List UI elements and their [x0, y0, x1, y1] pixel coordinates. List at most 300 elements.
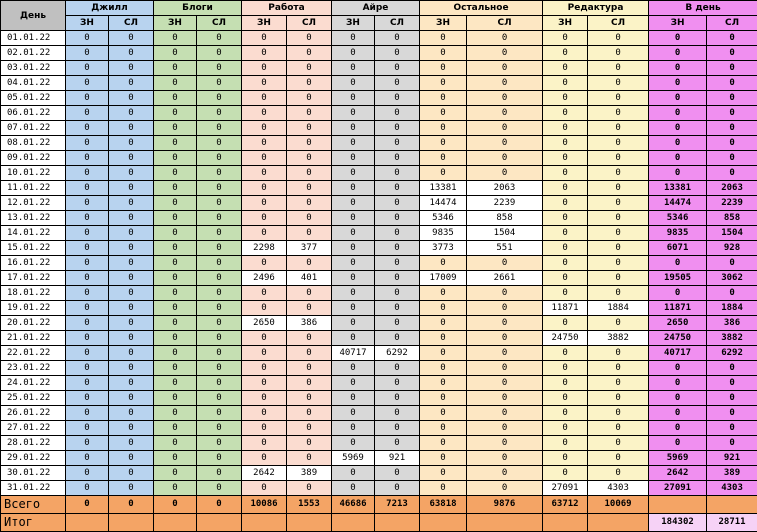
- cell-daily-zn[interactable]: 0: [649, 76, 707, 91]
- grand-total-sl[interactable]: 28711: [707, 514, 757, 532]
- subheader-sl[interactable]: СЛ: [109, 16, 154, 31]
- cell-editing-sl[interactable]: 0: [588, 166, 649, 181]
- cell-jill-sl[interactable]: 0: [109, 466, 154, 481]
- date-cell[interactable]: 02.01.22: [1, 46, 66, 61]
- cell-work-sl[interactable]: 377: [287, 241, 332, 256]
- final-empty[interactable]: [588, 514, 649, 532]
- cell-daily-zn[interactable]: 6071: [649, 241, 707, 256]
- cell-rest-zn[interactable]: 0: [420, 61, 467, 76]
- cell-work-sl[interactable]: 0: [287, 196, 332, 211]
- cell-daily-zn[interactable]: 19505: [649, 271, 707, 286]
- cell-rest-sl[interactable]: 0: [467, 256, 543, 271]
- subheader-zn[interactable]: ЗН: [154, 16, 197, 31]
- cell-jill-sl[interactable]: 0: [109, 286, 154, 301]
- cell-blogs-zn[interactable]: 0: [154, 136, 197, 151]
- cell-aire-zn[interactable]: 0: [332, 31, 375, 46]
- cell-work-sl[interactable]: 0: [287, 136, 332, 151]
- cell-rest-sl[interactable]: 2239: [467, 196, 543, 211]
- cell-aire-sl[interactable]: 0: [375, 286, 420, 301]
- cell-jill-sl[interactable]: 0: [109, 121, 154, 136]
- cell-editing-sl[interactable]: 0: [588, 421, 649, 436]
- cell-blogs-sl[interactable]: 0: [197, 406, 242, 421]
- cell-blogs-sl[interactable]: 0: [197, 421, 242, 436]
- cell-work-sl[interactable]: 0: [287, 91, 332, 106]
- cell-work-zn[interactable]: 0: [242, 391, 287, 406]
- cell-rest-sl[interactable]: 0: [467, 436, 543, 451]
- cell-work-sl[interactable]: 0: [287, 421, 332, 436]
- cell-jill-zn[interactable]: 0: [66, 61, 109, 76]
- cell-jill-zn[interactable]: 0: [66, 376, 109, 391]
- cell-aire-zn[interactable]: 0: [332, 46, 375, 61]
- cell-jill-zn[interactable]: 0: [66, 436, 109, 451]
- cell-editing-sl[interactable]: 0: [588, 436, 649, 451]
- cell-daily-sl[interactable]: 3062: [707, 271, 757, 286]
- cell-blogs-sl[interactable]: 0: [197, 331, 242, 346]
- cell-daily-sl[interactable]: 0: [707, 151, 757, 166]
- cell-editing-zn[interactable]: 0: [543, 151, 588, 166]
- cell-blogs-zn[interactable]: 0: [154, 76, 197, 91]
- cell-blogs-sl[interactable]: 0: [197, 436, 242, 451]
- cell-aire-sl[interactable]: 0: [375, 331, 420, 346]
- cell-work-zn[interactable]: 0: [242, 121, 287, 136]
- cell-blogs-sl[interactable]: 0: [197, 61, 242, 76]
- cell-jill-sl[interactable]: 0: [109, 361, 154, 376]
- cell-blogs-zn[interactable]: 0: [154, 91, 197, 106]
- cell-rest-sl[interactable]: 2063: [467, 181, 543, 196]
- cell-work-zn[interactable]: 2650: [242, 316, 287, 331]
- cell-rest-sl[interactable]: 0: [467, 301, 543, 316]
- cell-daily-sl[interactable]: 1884: [707, 301, 757, 316]
- cell-daily-sl[interactable]: 389: [707, 466, 757, 481]
- cell-aire-zn[interactable]: 0: [332, 166, 375, 181]
- cell-rest-sl[interactable]: 0: [467, 421, 543, 436]
- cell-daily-sl[interactable]: 2239: [707, 196, 757, 211]
- date-cell[interactable]: 04.01.22: [1, 76, 66, 91]
- cell-editing-sl[interactable]: 0: [588, 106, 649, 121]
- cell-editing-sl[interactable]: 0: [588, 451, 649, 466]
- cell-daily-zn[interactable]: 0: [649, 151, 707, 166]
- cell-work-zn[interactable]: 0: [242, 406, 287, 421]
- cell-blogs-sl[interactable]: 0: [197, 346, 242, 361]
- cell-rest-sl[interactable]: 0: [467, 466, 543, 481]
- cell-aire-sl[interactable]: 0: [375, 361, 420, 376]
- cell-work-zn[interactable]: 0: [242, 226, 287, 241]
- cell-daily-zn[interactable]: 0: [649, 436, 707, 451]
- cell-editing-zn[interactable]: 0: [543, 196, 588, 211]
- cell-editing-zn[interactable]: 0: [543, 136, 588, 151]
- cell-blogs-sl[interactable]: 0: [197, 91, 242, 106]
- cell-blogs-zn[interactable]: 0: [154, 286, 197, 301]
- cell-aire-sl[interactable]: 0: [375, 301, 420, 316]
- cell-aire-sl[interactable]: 0: [375, 136, 420, 151]
- cell-rest-sl[interactable]: 1504: [467, 226, 543, 241]
- cell-jill-zn[interactable]: 0: [66, 136, 109, 151]
- cell-blogs-zn[interactable]: 0: [154, 121, 197, 136]
- cell-rest-zn[interactable]: 0: [420, 346, 467, 361]
- subheader-zn[interactable]: ЗН: [649, 16, 707, 31]
- cell-daily-zn[interactable]: 14474: [649, 196, 707, 211]
- cell-aire-zn[interactable]: 0: [332, 361, 375, 376]
- cell-daily-sl[interactable]: 6292: [707, 346, 757, 361]
- cell-aire-zn[interactable]: 40717: [332, 346, 375, 361]
- cell-daily-sl[interactable]: 0: [707, 121, 757, 136]
- cell-rest-zn[interactable]: 0: [420, 331, 467, 346]
- cell-jill-sl[interactable]: 0: [109, 421, 154, 436]
- cell-editing-zn[interactable]: 0: [543, 91, 588, 106]
- cell-editing-zn[interactable]: 0: [543, 76, 588, 91]
- cell-daily-zn[interactable]: 2650: [649, 316, 707, 331]
- cell-daily-sl[interactable]: 0: [707, 436, 757, 451]
- subheader-zn[interactable]: ЗН: [66, 16, 109, 31]
- cell-aire-sl[interactable]: 0: [375, 46, 420, 61]
- date-cell[interactable]: 28.01.22: [1, 436, 66, 451]
- cell-daily-zn[interactable]: 0: [649, 106, 707, 121]
- cell-blogs-zn[interactable]: 0: [154, 391, 197, 406]
- cell-jill-zn[interactable]: 0: [66, 106, 109, 121]
- date-cell[interactable]: 25.01.22: [1, 391, 66, 406]
- cell-blogs-sl[interactable]: 0: [197, 376, 242, 391]
- cell-aire-sl[interactable]: 0: [375, 196, 420, 211]
- cell-rest-zn[interactable]: 0: [420, 106, 467, 121]
- cell-daily-sl[interactable]: 928: [707, 241, 757, 256]
- cell-daily-zn[interactable]: 0: [649, 421, 707, 436]
- cell-blogs-zn[interactable]: 0: [154, 361, 197, 376]
- cell-aire-zn[interactable]: 0: [332, 331, 375, 346]
- cell-daily-zn[interactable]: 0: [649, 166, 707, 181]
- cell-aire-sl[interactable]: 0: [375, 406, 420, 421]
- cell-editing-zn[interactable]: 0: [543, 166, 588, 181]
- cell-rest-sl[interactable]: 0: [467, 286, 543, 301]
- cell-rest-zn[interactable]: 0: [420, 151, 467, 166]
- cell-rest-sl[interactable]: 0: [467, 91, 543, 106]
- cell-work-sl[interactable]: 0: [287, 151, 332, 166]
- cell-work-sl[interactable]: 0: [287, 106, 332, 121]
- cell-daily-sl[interactable]: 0: [707, 376, 757, 391]
- cell-blogs-sl[interactable]: 0: [197, 241, 242, 256]
- cell-rest-sl[interactable]: 858: [467, 211, 543, 226]
- total-aire-zn[interactable]: 46686: [332, 496, 375, 514]
- date-cell[interactable]: 27.01.22: [1, 421, 66, 436]
- cell-editing-zn[interactable]: 0: [543, 436, 588, 451]
- cell-work-zn[interactable]: 0: [242, 151, 287, 166]
- cell-blogs-zn[interactable]: 0: [154, 181, 197, 196]
- cell-aire-zn[interactable]: 0: [332, 481, 375, 496]
- cell-blogs-zn[interactable]: 0: [154, 196, 197, 211]
- cell-blogs-sl[interactable]: 0: [197, 181, 242, 196]
- cell-aire-zn[interactable]: 0: [332, 316, 375, 331]
- cell-blogs-sl[interactable]: 0: [197, 226, 242, 241]
- cell-work-sl[interactable]: 0: [287, 376, 332, 391]
- cell-work-zn[interactable]: 0: [242, 346, 287, 361]
- cell-aire-zn[interactable]: 0: [332, 106, 375, 121]
- date-cell[interactable]: 20.01.22: [1, 316, 66, 331]
- cell-daily-zn[interactable]: 0: [649, 121, 707, 136]
- cell-work-sl[interactable]: 0: [287, 61, 332, 76]
- cell-jill-zn[interactable]: 0: [66, 181, 109, 196]
- cell-daily-sl[interactable]: 0: [707, 361, 757, 376]
- cell-work-sl[interactable]: 0: [287, 406, 332, 421]
- cell-aire-zn[interactable]: 0: [332, 61, 375, 76]
- cell-editing-zn[interactable]: 0: [543, 286, 588, 301]
- cell-jill-zn[interactable]: 0: [66, 121, 109, 136]
- cell-aire-zn[interactable]: 0: [332, 256, 375, 271]
- cell-rest-zn[interactable]: 0: [420, 166, 467, 181]
- cell-work-zn[interactable]: 0: [242, 31, 287, 46]
- cell-rest-zn[interactable]: 5346: [420, 211, 467, 226]
- cell-daily-zn[interactable]: 13381: [649, 181, 707, 196]
- cell-blogs-zn[interactable]: 0: [154, 46, 197, 61]
- cell-jill-zn[interactable]: 0: [66, 76, 109, 91]
- cell-daily-sl[interactable]: 0: [707, 136, 757, 151]
- date-cell[interactable]: 18.01.22: [1, 286, 66, 301]
- cell-blogs-zn[interactable]: 0: [154, 31, 197, 46]
- cell-daily-zn[interactable]: 0: [649, 61, 707, 76]
- cell-editing-sl[interactable]: 0: [588, 256, 649, 271]
- cell-work-zn[interactable]: 0: [242, 256, 287, 271]
- cell-editing-zn[interactable]: 0: [543, 406, 588, 421]
- header-group-daily[interactable]: В день: [649, 1, 757, 16]
- cell-editing-sl[interactable]: 0: [588, 196, 649, 211]
- final-empty[interactable]: [109, 514, 154, 532]
- cell-aire-zn[interactable]: 0: [332, 91, 375, 106]
- cell-aire-sl[interactable]: 0: [375, 226, 420, 241]
- cell-jill-zn[interactable]: 0: [66, 271, 109, 286]
- cell-daily-zn[interactable]: 0: [649, 136, 707, 151]
- cell-rest-zn[interactable]: 0: [420, 421, 467, 436]
- cell-aire-zn[interactable]: 0: [332, 421, 375, 436]
- cell-jill-zn[interactable]: 0: [66, 406, 109, 421]
- totals-empty[interactable]: [707, 496, 757, 514]
- cell-work-sl[interactable]: 386: [287, 316, 332, 331]
- cell-work-zn[interactable]: 0: [242, 301, 287, 316]
- cell-rest-zn[interactable]: 0: [420, 481, 467, 496]
- cell-aire-zn[interactable]: 0: [332, 196, 375, 211]
- cell-daily-sl[interactable]: 921: [707, 451, 757, 466]
- cell-daily-zn[interactable]: 5969: [649, 451, 707, 466]
- cell-blogs-zn[interactable]: 0: [154, 271, 197, 286]
- header-date[interactable]: День: [1, 1, 66, 31]
- cell-aire-sl[interactable]: 0: [375, 166, 420, 181]
- header-group-blogs[interactable]: Блоги: [154, 1, 242, 16]
- cell-rest-sl[interactable]: 0: [467, 31, 543, 46]
- cell-aire-zn[interactable]: 0: [332, 466, 375, 481]
- cell-rest-sl[interactable]: 0: [467, 61, 543, 76]
- cell-daily-sl[interactable]: 0: [707, 46, 757, 61]
- cell-rest-zn[interactable]: 0: [420, 136, 467, 151]
- cell-aire-zn[interactable]: 0: [332, 151, 375, 166]
- date-cell[interactable]: 09.01.22: [1, 151, 66, 166]
- cell-rest-sl[interactable]: 0: [467, 331, 543, 346]
- cell-jill-sl[interactable]: 0: [109, 196, 154, 211]
- cell-jill-sl[interactable]: 0: [109, 406, 154, 421]
- cell-editing-sl[interactable]: 0: [588, 466, 649, 481]
- cell-work-sl[interactable]: 0: [287, 301, 332, 316]
- cell-editing-zn[interactable]: 0: [543, 226, 588, 241]
- cell-daily-zn[interactable]: 0: [649, 31, 707, 46]
- cell-aire-sl[interactable]: 6292: [375, 346, 420, 361]
- final-empty[interactable]: [154, 514, 197, 532]
- cell-editing-zn[interactable]: 0: [543, 451, 588, 466]
- header-group-editing[interactable]: Редактура: [543, 1, 649, 16]
- cell-daily-sl[interactable]: 0: [707, 406, 757, 421]
- cell-editing-zn[interactable]: 11871: [543, 301, 588, 316]
- cell-blogs-zn[interactable]: 0: [154, 211, 197, 226]
- cell-rest-sl[interactable]: 0: [467, 136, 543, 151]
- cell-aire-zn[interactable]: 0: [332, 136, 375, 151]
- cell-daily-sl[interactable]: 386: [707, 316, 757, 331]
- cell-editing-sl[interactable]: 0: [588, 241, 649, 256]
- cell-blogs-sl[interactable]: 0: [197, 106, 242, 121]
- cell-jill-zn[interactable]: 0: [66, 91, 109, 106]
- cell-daily-zn[interactable]: 0: [649, 406, 707, 421]
- date-cell[interactable]: 14.01.22: [1, 226, 66, 241]
- cell-work-sl[interactable]: 0: [287, 121, 332, 136]
- cell-editing-sl[interactable]: 0: [588, 391, 649, 406]
- cell-editing-zn[interactable]: 0: [543, 466, 588, 481]
- cell-jill-sl[interactable]: 0: [109, 46, 154, 61]
- cell-blogs-sl[interactable]: 0: [197, 271, 242, 286]
- cell-jill-zn[interactable]: 0: [66, 286, 109, 301]
- cell-rest-zn[interactable]: 0: [420, 76, 467, 91]
- cell-jill-sl[interactable]: 0: [109, 316, 154, 331]
- cell-editing-sl[interactable]: 3882: [588, 331, 649, 346]
- cell-work-zn[interactable]: 0: [242, 211, 287, 226]
- total-editing-zn[interactable]: 63712: [543, 496, 588, 514]
- cell-jill-sl[interactable]: 0: [109, 301, 154, 316]
- cell-rest-zn[interactable]: 0: [420, 286, 467, 301]
- cell-rest-sl[interactable]: 0: [467, 166, 543, 181]
- cell-jill-sl[interactable]: 0: [109, 436, 154, 451]
- cell-daily-zn[interactable]: 0: [649, 256, 707, 271]
- cell-rest-zn[interactable]: 9835: [420, 226, 467, 241]
- cell-rest-zn[interactable]: 17009: [420, 271, 467, 286]
- cell-editing-sl[interactable]: 0: [588, 151, 649, 166]
- date-cell[interactable]: 10.01.22: [1, 166, 66, 181]
- cell-blogs-zn[interactable]: 0: [154, 256, 197, 271]
- cell-rest-sl[interactable]: 2661: [467, 271, 543, 286]
- cell-work-sl[interactable]: 0: [287, 346, 332, 361]
- cell-rest-sl[interactable]: 0: [467, 376, 543, 391]
- final-empty[interactable]: [197, 514, 242, 532]
- cell-blogs-sl[interactable]: 0: [197, 256, 242, 271]
- cell-work-sl[interactable]: 0: [287, 451, 332, 466]
- total-blogs-zn[interactable]: 0: [154, 496, 197, 514]
- cell-work-zn[interactable]: 0: [242, 361, 287, 376]
- cell-editing-sl[interactable]: 0: [588, 226, 649, 241]
- cell-jill-zn[interactable]: 0: [66, 316, 109, 331]
- cell-blogs-sl[interactable]: 0: [197, 151, 242, 166]
- cell-blogs-sl[interactable]: 0: [197, 76, 242, 91]
- cell-editing-sl[interactable]: 1884: [588, 301, 649, 316]
- cell-daily-sl[interactable]: 0: [707, 106, 757, 121]
- cell-rest-sl[interactable]: 0: [467, 151, 543, 166]
- cell-work-sl[interactable]: 0: [287, 46, 332, 61]
- cell-blogs-sl[interactable]: 0: [197, 166, 242, 181]
- cell-work-sl[interactable]: 389: [287, 466, 332, 481]
- cell-work-sl[interactable]: 0: [287, 391, 332, 406]
- cell-jill-zn[interactable]: 0: [66, 166, 109, 181]
- cell-aire-sl[interactable]: 0: [375, 121, 420, 136]
- cell-editing-zn[interactable]: 0: [543, 271, 588, 286]
- cell-work-zn[interactable]: 0: [242, 286, 287, 301]
- cell-blogs-sl[interactable]: 0: [197, 481, 242, 496]
- cell-work-zn[interactable]: 0: [242, 91, 287, 106]
- cell-daily-zn[interactable]: 2642: [649, 466, 707, 481]
- date-cell[interactable]: 06.01.22: [1, 106, 66, 121]
- cell-daily-zn[interactable]: 11871: [649, 301, 707, 316]
- cell-jill-zn[interactable]: 0: [66, 451, 109, 466]
- final-empty[interactable]: [332, 514, 375, 532]
- cell-daily-sl[interactable]: 0: [707, 61, 757, 76]
- cell-jill-sl[interactable]: 0: [109, 211, 154, 226]
- cell-rest-sl[interactable]: 0: [467, 391, 543, 406]
- cell-rest-zn[interactable]: 0: [420, 436, 467, 451]
- date-cell[interactable]: 08.01.22: [1, 136, 66, 151]
- cell-daily-sl[interactable]: 0: [707, 91, 757, 106]
- cell-editing-zn[interactable]: 0: [543, 106, 588, 121]
- date-cell[interactable]: 31.01.22: [1, 481, 66, 496]
- cell-aire-zn[interactable]: 0: [332, 76, 375, 91]
- cell-aire-zn[interactable]: 0: [332, 211, 375, 226]
- cell-blogs-sl[interactable]: 0: [197, 211, 242, 226]
- cell-daily-sl[interactable]: 0: [707, 256, 757, 271]
- date-cell[interactable]: 26.01.22: [1, 406, 66, 421]
- cell-editing-sl[interactable]: 0: [588, 346, 649, 361]
- totals-empty[interactable]: [649, 496, 707, 514]
- cell-jill-sl[interactable]: 0: [109, 226, 154, 241]
- cell-aire-zn[interactable]: 0: [332, 376, 375, 391]
- cell-rest-zn[interactable]: 0: [420, 466, 467, 481]
- cell-work-sl[interactable]: 0: [287, 166, 332, 181]
- cell-jill-sl[interactable]: 0: [109, 106, 154, 121]
- subheader-zn[interactable]: ЗН: [420, 16, 467, 31]
- cell-work-zn[interactable]: 0: [242, 196, 287, 211]
- cell-work-sl[interactable]: 0: [287, 481, 332, 496]
- cell-daily-sl[interactable]: 0: [707, 76, 757, 91]
- total-editing-sl[interactable]: 10069: [588, 496, 649, 514]
- cell-blogs-zn[interactable]: 0: [154, 436, 197, 451]
- cell-jill-zn[interactable]: 0: [66, 301, 109, 316]
- cell-blogs-zn[interactable]: 0: [154, 151, 197, 166]
- cell-jill-sl[interactable]: 0: [109, 346, 154, 361]
- cell-blogs-sl[interactable]: 0: [197, 451, 242, 466]
- date-cell[interactable]: 19.01.22: [1, 301, 66, 316]
- cell-editing-sl[interactable]: 4303: [588, 481, 649, 496]
- cell-work-zn[interactable]: 2496: [242, 271, 287, 286]
- cell-work-zn[interactable]: 0: [242, 481, 287, 496]
- cell-jill-zn[interactable]: 0: [66, 331, 109, 346]
- cell-editing-sl[interactable]: 0: [588, 211, 649, 226]
- cell-daily-sl[interactable]: 0: [707, 391, 757, 406]
- cell-editing-sl[interactable]: 0: [588, 271, 649, 286]
- cell-editing-sl[interactable]: 0: [588, 316, 649, 331]
- cell-blogs-sl[interactable]: 0: [197, 301, 242, 316]
- date-cell[interactable]: 01.01.22: [1, 31, 66, 46]
- cell-jill-sl[interactable]: 0: [109, 481, 154, 496]
- cell-aire-zn[interactable]: 0: [332, 181, 375, 196]
- cell-editing-sl[interactable]: 0: [588, 61, 649, 76]
- cell-jill-sl[interactable]: 0: [109, 61, 154, 76]
- cell-daily-zn[interactable]: 27091: [649, 481, 707, 496]
- total-rest-sl[interactable]: 9876: [467, 496, 543, 514]
- cell-aire-zn[interactable]: 0: [332, 391, 375, 406]
- cell-aire-sl[interactable]: 0: [375, 316, 420, 331]
- subheader-sl[interactable]: СЛ: [287, 16, 332, 31]
- date-cell[interactable]: 23.01.22: [1, 361, 66, 376]
- cell-editing-zn[interactable]: 0: [543, 211, 588, 226]
- cell-editing-sl[interactable]: 0: [588, 31, 649, 46]
- cell-jill-zn[interactable]: 0: [66, 466, 109, 481]
